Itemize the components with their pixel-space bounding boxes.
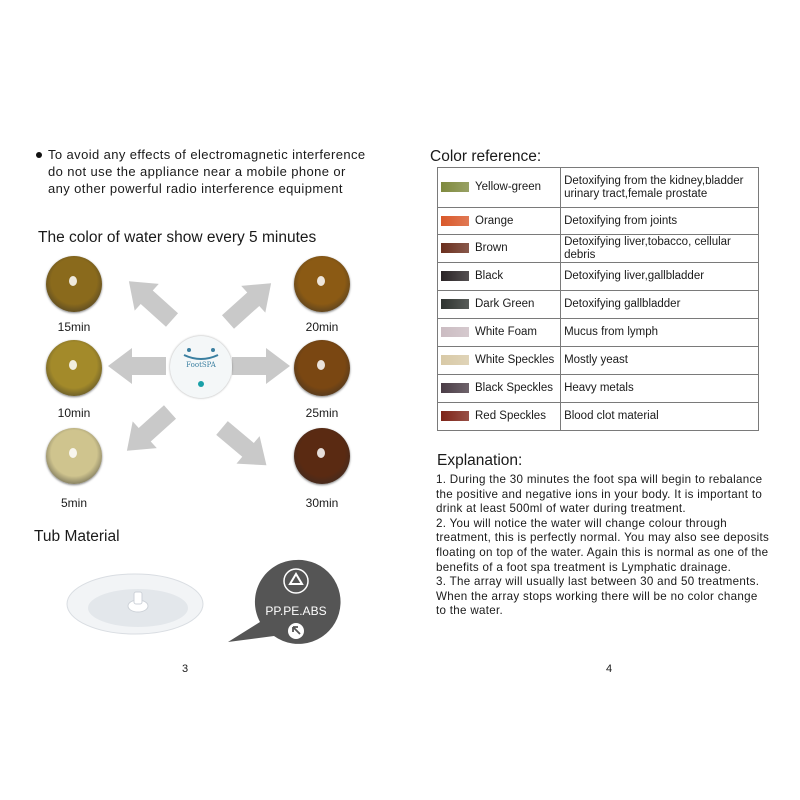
- color-swatch: [441, 271, 469, 281]
- color-description: Detoxifying from the kidney,bladder urinary tract,female prostate: [561, 168, 759, 208]
- stage-label-20min: 20min: [305, 320, 339, 334]
- color-swatch: [441, 182, 469, 192]
- foot-tub-image: [60, 562, 210, 646]
- table-row: [438, 263, 759, 291]
- page-number-right: 4: [606, 663, 613, 675]
- material-badge: [226, 556, 366, 648]
- table-row: [438, 375, 759, 403]
- color-swatch: [441, 411, 469, 421]
- color-name: Orange: [475, 214, 514, 227]
- device-label: FootSPA: [186, 361, 216, 369]
- color-name: White Foam: [475, 326, 537, 339]
- cursor-icon: [288, 623, 304, 639]
- stage-label-10min: 10min: [57, 406, 91, 420]
- water-tub-20min: [294, 256, 350, 312]
- tub-material-heading: Tub Material: [34, 528, 120, 545]
- explanation-point-1: 1. During the 30 minutes the foot spa will begin to rebalance the positive and negative ions in your body. It is important to drink at least 500ml of water during treatment.: [436, 473, 763, 516]
- color-description: Blood clot material: [561, 403, 759, 431]
- color-swatch: [441, 327, 469, 337]
- arrow-to-15min: [117, 268, 184, 334]
- color-swatch: [441, 355, 469, 365]
- color-name: Yellow-green: [475, 181, 542, 194]
- color-swatch: [441, 383, 469, 393]
- arrow-to-25min: [232, 348, 290, 384]
- explanation-point-2: 2. You will notice the water will change colour through treatment, this is perfectly normal. You may also see deposits floating on top of the water. Again this is normal as one of the benefits of a foot spa treatment is Lymphatic drainage.: [436, 516, 770, 574]
- color-name: Red Speckles: [475, 410, 546, 423]
- color-description: Detoxifying liver,gallbladder: [561, 263, 759, 291]
- arrow-to-10min: [108, 348, 166, 384]
- color-reference-heading: Color reference:: [430, 148, 542, 165]
- table-row: [438, 208, 759, 235]
- color-name: Black Speckles: [475, 382, 553, 395]
- stage-label-25min: 25min: [305, 406, 339, 420]
- stage-label-15min: 15min: [57, 320, 91, 334]
- water-tub-30min: [294, 428, 350, 484]
- color-swatch: [441, 216, 469, 226]
- table-row: [438, 319, 759, 347]
- color-description: Mostly yeast: [561, 347, 759, 375]
- color-name: Brown: [475, 242, 508, 255]
- table-row: [438, 168, 759, 208]
- table-row: [438, 403, 759, 431]
- color-description: Heavy metals: [561, 375, 759, 403]
- arrow-to-20min: [216, 270, 283, 336]
- explanation-point-3: 3. The array will usually last between 30 and 50 treatments. When the array stops working there will be no color change to the water.: [436, 575, 760, 618]
- water-color-heading: The color of water show every 5 minutes: [38, 229, 317, 246]
- color-swatch: [441, 243, 469, 253]
- stage-label-30min: 30min: [305, 496, 339, 510]
- water-tub-10min: [46, 340, 102, 396]
- water-tub-15min: [46, 256, 102, 312]
- explanation-body: [436, 473, 770, 619]
- stage-label-5min: 5min: [60, 496, 87, 510]
- material-label: PP.PE.ABS: [265, 604, 327, 618]
- color-name: Dark Green: [475, 298, 535, 311]
- foot-spa-device: [170, 336, 232, 398]
- page-number-left: 3: [182, 663, 189, 675]
- arrow-to-30min: [210, 414, 278, 479]
- water-tub-5min: [46, 428, 102, 484]
- table-row: [438, 235, 759, 263]
- color-description: Detoxifying from joints: [561, 208, 759, 235]
- color-name: White Speckles: [475, 354, 555, 367]
- color-name: Black: [475, 270, 504, 283]
- table-row: [438, 291, 759, 319]
- color-description: Detoxifying liver,tobacco, cellular debris: [561, 235, 759, 263]
- explanation-heading: Explanation:: [437, 452, 523, 469]
- color-reference-table: [437, 167, 759, 431]
- color-description: Mucus from lymph: [561, 319, 759, 347]
- emi-notice-text: To avoid any effects of electromagnetic interference do not use the appliance near a mobile phone or any other powerful radio interference equipment: [48, 147, 366, 196]
- color-description: Detoxifying gallbladder: [561, 291, 759, 319]
- color-swatch: [441, 299, 469, 309]
- water-tub-25min: [294, 340, 350, 396]
- arrow-to-5min: [115, 399, 182, 465]
- table-row: [438, 347, 759, 375]
